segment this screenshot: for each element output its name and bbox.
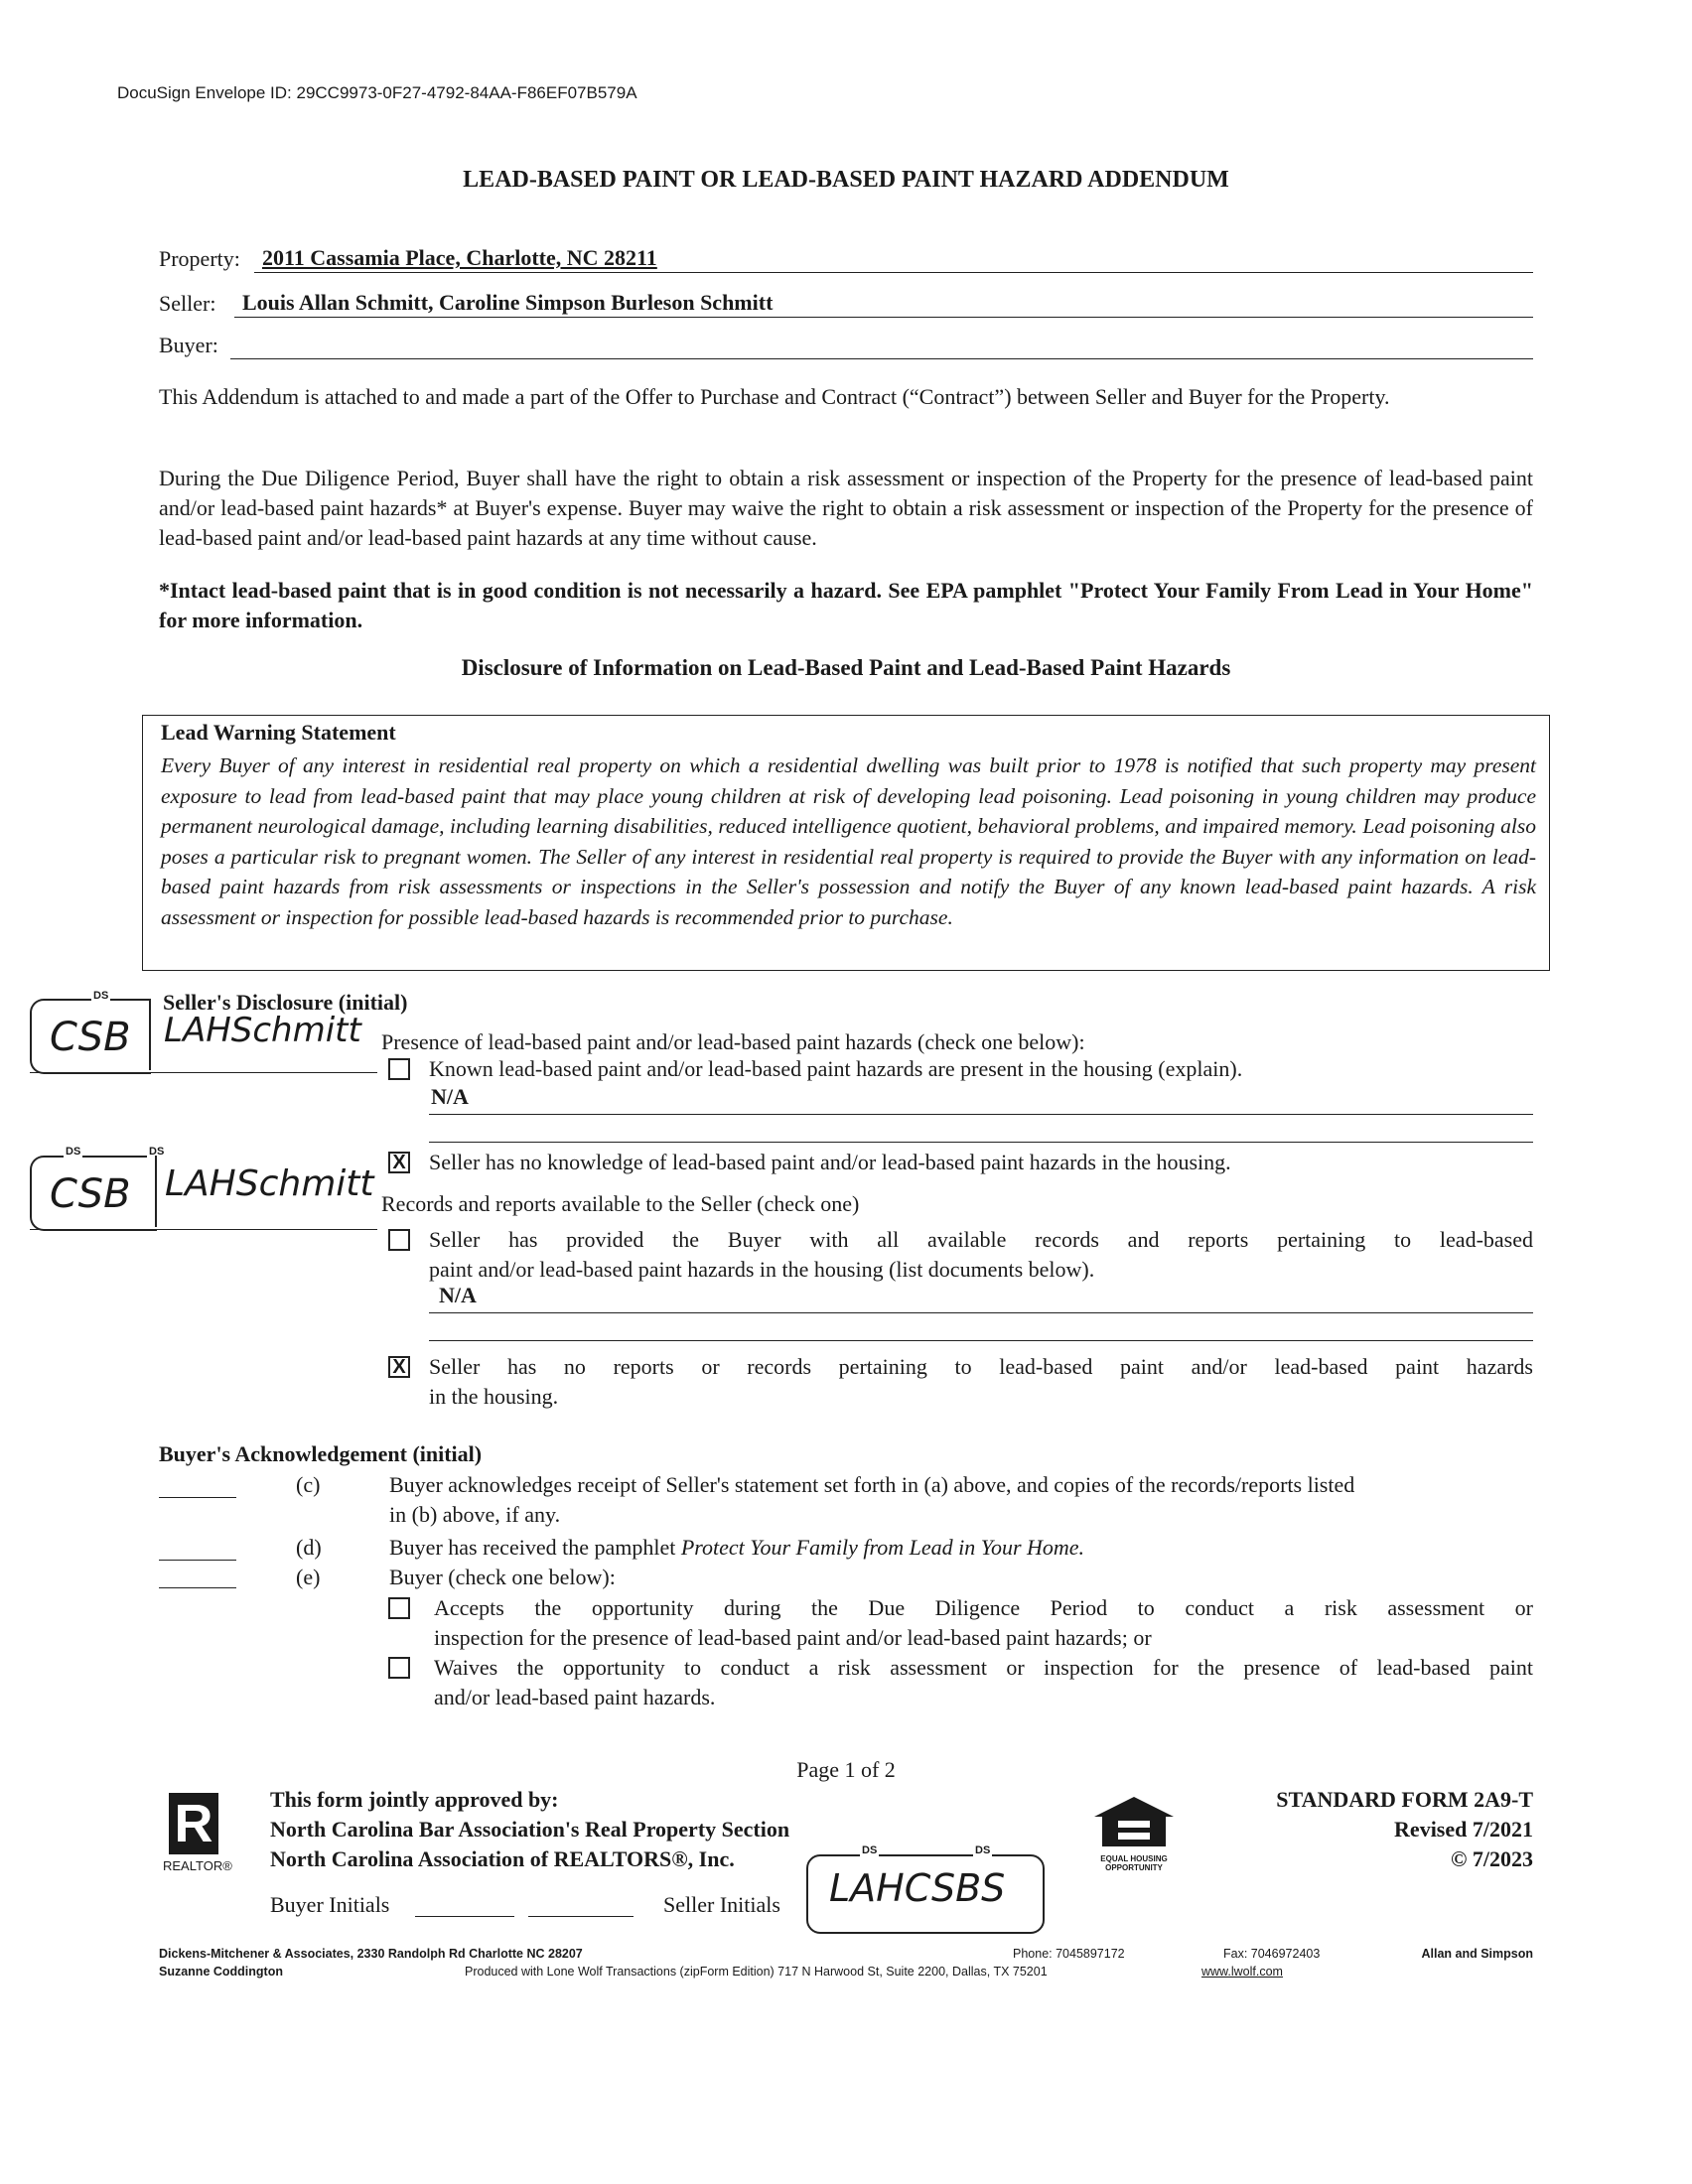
property-field[interactable] xyxy=(254,245,1533,273)
item-b-list-field[interactable] xyxy=(429,1283,1533,1313)
item-b-list-value: N/A xyxy=(439,1283,477,1307)
checkbox-e-waives[interactable] xyxy=(388,1657,410,1679)
buyer-initials-footer-2[interactable] xyxy=(528,1916,634,1917)
ds-label-footer2: DS xyxy=(975,1844,991,1856)
buyer-label: Buyer: xyxy=(159,333,218,357)
item-a-explain-value: N/A xyxy=(431,1084,469,1109)
equal-housing-text-1: EQUAL HOUSING xyxy=(1100,1854,1168,1863)
item-c-line2: in (b) above, if any. xyxy=(389,1502,561,1527)
property-label: Property: xyxy=(159,246,240,271)
item-c-line1: Buyer acknowledges receipt of Seller's statement set forth in (a) above, and copies of the records/reports listed xyxy=(389,1472,1355,1497)
approved-by: This form jointly approved by: xyxy=(270,1787,559,1812)
lead-warning-box xyxy=(142,715,1550,971)
item-d-pamphlet-title: Protect Your Family from Lead in Your Home. xyxy=(680,1535,1085,1560)
realtor-logo-icon: R xyxy=(169,1793,218,1854)
item-b-option2-line2: in the housing. xyxy=(429,1384,559,1409)
item-b-option2-line1: Seller has no reports or records pertaining to lead-based paint and/or lead-based paint hazards xyxy=(429,1354,1533,1379)
item-a-explain-field[interactable] xyxy=(429,1084,1533,1115)
org-bar-association: North Carolina Bar Association's Real Property Section xyxy=(270,1817,790,1842)
buyer-initials-footer-1[interactable] xyxy=(415,1916,514,1917)
lead-warning-text: Every Buyer of any interest in residential real property on which a residential dwelling was built prior to 1978 is notified that such property may present exposure to lead from lead-based paint that may place young children at risk of developing lead poisoning. Lead poisoning in young children may produce permanent neurological damage, including learning disabilities, reduced intelligence quotient, behavioral problems, and impaired memory. Lead poisoning also poses a particular risk to pregnant women. The Seller of any interest in residential real property is required to provide the Buyer with any information on lead-based paint hazards from risk assessments or inspections in the Seller's possession and notify the Buyer of any known lead-based paint hazards. A risk assessment or inspection for possible lead-based hazards is recommended prior to purchase. xyxy=(161,753,1536,929)
seller-initials-label: Seller Initials xyxy=(663,1892,780,1917)
item-e-option2-line1: Waives the opportunity to conduct a risk assessment or inspection for the presence of lead-based paint xyxy=(434,1655,1533,1680)
equal-housing-text-2: OPPORTUNITY xyxy=(1105,1863,1163,1872)
item-e-option1-line1: Accepts the opportunity during the Due Diligence Period to conduct a risk assessment or xyxy=(434,1595,1533,1620)
equal-housing-text xyxy=(1078,1854,1190,1872)
initials-line-a xyxy=(30,1072,377,1073)
item-e-option2-line2: and/or lead-based paint hazards. xyxy=(434,1685,716,1709)
ds-label-b2: DS xyxy=(149,1146,165,1158)
docusign-divider-a xyxy=(149,999,161,1070)
buyer-initials-e[interactable] xyxy=(159,1587,236,1588)
item-b-list-line2 xyxy=(429,1340,1533,1341)
property-value: 2011 Cassamia Place, Charlotte, NC 28211 xyxy=(262,245,657,270)
form-revised: Revised 7/2021 xyxy=(1394,1817,1533,1842)
item-a-explain-line2 xyxy=(429,1142,1533,1143)
checkbox-a-known[interactable] xyxy=(388,1058,410,1080)
seller-field[interactable] xyxy=(234,290,1533,318)
producer-phone: Phone: 7045897172 xyxy=(1013,1947,1125,1961)
item-b-prompt: Records and reports available to the Seller (check one) xyxy=(381,1191,860,1216)
ds-label-a1: DS xyxy=(93,990,109,1002)
equal-housing-icon xyxy=(1086,1793,1182,1852)
checkbox-b-no-reports[interactable]: X xyxy=(388,1356,410,1378)
buyer-ack-heading: Buyer's Acknowledgement (initial) xyxy=(159,1441,483,1466)
paragraph-intact-paint: *Intact lead-based paint that is in good condition is not necessarily a hazard. See EPA pamphlet "Protect Your Family From Lead in Your Home" for more information. xyxy=(159,578,1533,632)
buyer-initials-d[interactable] xyxy=(159,1560,236,1561)
file-name: Allan and Simpson xyxy=(1421,1947,1533,1961)
checkbox-e-accepts[interactable] xyxy=(388,1597,410,1619)
signature-b[interactable]: LAHSchmitt xyxy=(165,1163,374,1204)
initials-b: CSB xyxy=(50,1171,131,1217)
item-b-option1-line1: Seller has provided the Buyer with all available records and reports pertaining to lead-based xyxy=(429,1227,1533,1252)
seller-label: Seller: xyxy=(159,291,216,316)
org-realtors: North Carolina Association of REALTORS®, Inc. xyxy=(270,1846,735,1871)
checkbox-a-no-knowledge[interactable]: X xyxy=(388,1152,410,1173)
buyer-initials-label: Buyer Initials xyxy=(270,1892,390,1917)
seller-value: Louis Allan Schmitt, Caroline Simpson Burleson Schmitt xyxy=(242,290,774,315)
item-e-text: Buyer (check one below): xyxy=(389,1565,616,1589)
item-a-option1-label: Known lead-based paint and/or lead-based paint hazards are present in the housing (explain). xyxy=(429,1056,1243,1081)
buyer-initials-c[interactable] xyxy=(159,1497,236,1498)
form-name: STANDARD FORM 2A9-T xyxy=(1276,1787,1533,1812)
producer-line: Dickens-Mitchener & Associates, 2330 Randolph Rd Charlotte NC 28207 xyxy=(159,1947,583,1961)
realtor-logo-text: REALTOR® xyxy=(163,1858,232,1873)
item-d-text xyxy=(389,1535,1084,1561)
lead-warning-heading: Lead Warning Statement xyxy=(161,720,396,745)
initials-line-b xyxy=(30,1229,377,1230)
item-a-option2-label: Seller has no knowledge of lead-based paint and/or lead-based paint hazards in the housing. xyxy=(429,1150,1231,1174)
item-e-label: (e) xyxy=(296,1565,321,1589)
disclosure-heading: Disclosure of Information on Lead-Based Paint and Lead-Based Paint Hazards xyxy=(461,655,1231,680)
website-link[interactable]: www.lwolf.com xyxy=(1201,1965,1283,1979)
seller-disclosure-heading: Seller's Disclosure (initial) xyxy=(163,990,408,1015)
ds-label-b1: DS xyxy=(66,1146,81,1158)
paragraph-contract: This Addendum is attached to and made a part of the Offer to Purchase and Contract (“Contract”) between Seller and Buyer for the Property. xyxy=(159,384,1390,409)
envelope-id: DocuSign Envelope ID: 29CC9973-0F27-4792-84AA-F86EF07B579A xyxy=(117,83,637,102)
initials-a: CSB xyxy=(50,1015,131,1060)
item-a-prompt: Presence of lead-based paint and/or lead-based paint hazards (check one below): xyxy=(381,1029,1085,1054)
page-number: Page 1 of 2 xyxy=(796,1757,896,1782)
page-title: LEAD-BASED PAINT OR LEAD-BASED PAINT HAZARD ADDENDUM xyxy=(463,167,1229,193)
paragraph-due-diligence: During the Due Diligence Period, Buyer shall have the right to obtain a risk assessment or inspection of the Property for the presence of lead-based paint and/or lead-based paint hazards* at Buyer's expense. Buyer may waive the right to obtain a risk assessment or inspection of the Property for the presence of lead-based paint and/or lead-based paint hazards at any time without cause. xyxy=(159,466,1533,550)
producer-name: Suzanne Coddington xyxy=(159,1965,283,1979)
buyer-field[interactable] xyxy=(230,332,1533,359)
form-copyright: © 7/2023 xyxy=(1450,1846,1533,1871)
item-e-option1-line2: inspection for the presence of lead-based paint and/or lead-based paint hazards; or xyxy=(434,1625,1152,1650)
item-b-option1-line2: paint and/or lead-based paint hazards in the housing (list documents below). xyxy=(429,1257,1095,1282)
signature-a[interactable]: LAHSchmitt xyxy=(164,1011,361,1050)
checkbox-b-provided[interactable] xyxy=(388,1229,410,1251)
seller-initials-footer-sig: LAHCSBS xyxy=(829,1866,1006,1910)
item-d-text-prefix: Buyer has received the pamphlet xyxy=(389,1535,681,1560)
item-c-label: (c) xyxy=(296,1472,321,1497)
producer-fax: Fax: 7046972403 xyxy=(1223,1947,1321,1961)
ds-label-footer1: DS xyxy=(862,1844,878,1856)
item-d-label: (d) xyxy=(296,1535,322,1560)
produced-with: Produced with Lone Wolf Transactions (zipForm Edition) 717 N Harwood St, Suite 2200, Dallas, TX 75201 xyxy=(465,1965,1048,1979)
